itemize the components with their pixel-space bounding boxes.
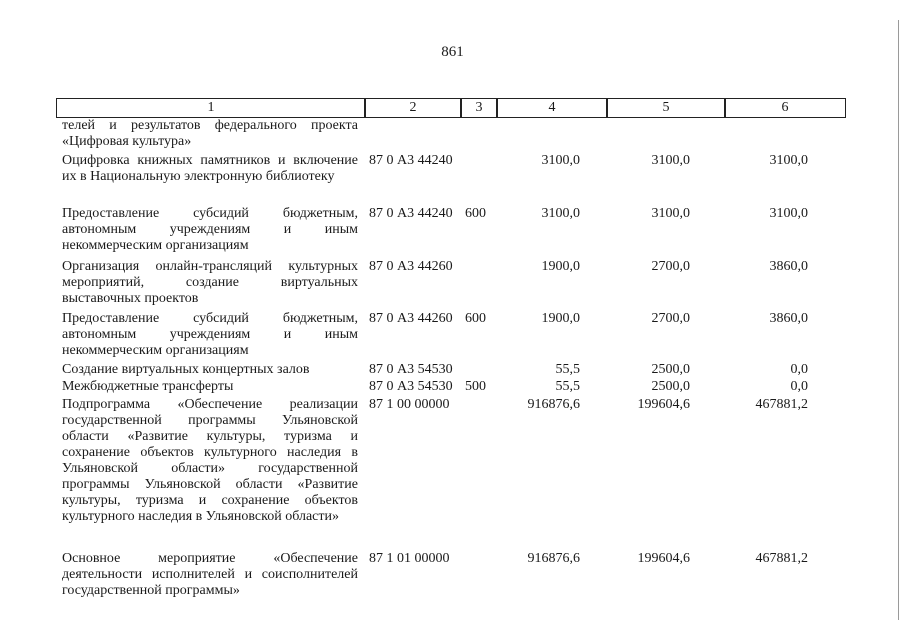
column-header-1: 1 <box>56 98 366 118</box>
row-name: Предоставление субсидий бюджетным, автономным учреждениям и иным некоммерческим организациям <box>62 206 358 253</box>
row-amount-col6: 0,0 <box>790 379 808 394</box>
row-amount-col5: 2700,0 <box>651 311 690 326</box>
row-amount-col6: 467881,2 <box>755 551 808 566</box>
row-target-code: 87 1 00 00000 <box>369 397 450 412</box>
row-amount-col5: 199604,6 <box>637 397 690 412</box>
row-amount-col5: 2500,0 <box>651 379 690 394</box>
column-header-4: 4 <box>496 98 608 118</box>
row-expense-type: 500 <box>465 379 486 394</box>
row-amount-col5: 2700,0 <box>651 259 690 274</box>
row-amount-col6: 3860,0 <box>769 259 808 274</box>
row-target-code: 87 0 А3 44260 <box>369 311 453 326</box>
row-expense-type: 600 <box>465 311 486 326</box>
row-name: Создание виртуальных концертных залов <box>62 362 310 377</box>
row-target-code: 87 0 А3 44240 <box>369 206 453 221</box>
row-amount-col4: 916876,6 <box>527 551 580 566</box>
row-name: Межбюджетные трансферты <box>62 379 234 394</box>
row-expense-type: 600 <box>465 206 486 221</box>
row-name: Основное мероприятие «Обеспечение деятельности исполнителей и соисполнителей государственной программы» <box>62 551 358 598</box>
row-amount-col6: 3100,0 <box>769 206 808 221</box>
row-name: Оцифровка книжных памятников и включение их в Национальную электронную библиотеку <box>62 153 358 184</box>
row-amount-col4: 3100,0 <box>541 153 580 168</box>
row-name: Организация онлайн-трансляций культурных мероприятий, создание виртуальных выставочных проектов <box>62 259 358 306</box>
row-amount-col5: 199604,6 <box>637 551 690 566</box>
row-name: Подпрограмма «Обеспечение реализации государственной программы Ульяновской области «Развитие культуры, туризма и сохранение объектов культурного наследия в Ульяновской области» государственной программы Ульяновской области «Развитие культуры, туризма и сохранение объектов культурного наследия в Ульяновской области» <box>62 397 358 524</box>
row-amount-col5: 3100,0 <box>651 206 690 221</box>
row-target-code: 87 1 01 00000 <box>369 551 450 566</box>
row-target-code: 87 0 А3 44240 <box>369 153 453 168</box>
column-header-2: 2 <box>364 98 462 118</box>
row-amount-col4: 3100,0 <box>541 206 580 221</box>
column-header-3: 3 <box>460 98 498 118</box>
row-amount-col4: 1900,0 <box>541 311 580 326</box>
row-amount-col4: 1900,0 <box>541 259 580 274</box>
row-amount-col6: 3860,0 <box>769 311 808 326</box>
row-target-code: 87 0 А3 44260 <box>369 259 453 274</box>
page-number: 861 <box>441 44 464 60</box>
row-amount-col5: 3100,0 <box>651 153 690 168</box>
row-name: телей и результатов федерального проекта «Цифровая культура» <box>62 118 358 149</box>
column-header-5: 5 <box>606 98 726 118</box>
row-amount-col6: 0,0 <box>790 362 808 377</box>
scan-edge-line <box>898 20 899 620</box>
row-amount-col4: 55,5 <box>555 379 580 394</box>
row-amount-col6: 3100,0 <box>769 153 808 168</box>
column-header-6: 6 <box>724 98 846 118</box>
row-name: Предоставление субсидий бюджетным, автономным учреждениям и иным некоммерческим организациям <box>62 311 358 358</box>
row-amount-col4: 55,5 <box>555 362 580 377</box>
row-amount-col4: 916876,6 <box>527 397 580 412</box>
row-amount-col5: 2500,0 <box>651 362 690 377</box>
row-amount-col6: 467881,2 <box>755 397 808 412</box>
row-target-code: 87 0 А3 54530 <box>369 362 453 377</box>
row-target-code: 87 0 А3 54530 <box>369 379 453 394</box>
